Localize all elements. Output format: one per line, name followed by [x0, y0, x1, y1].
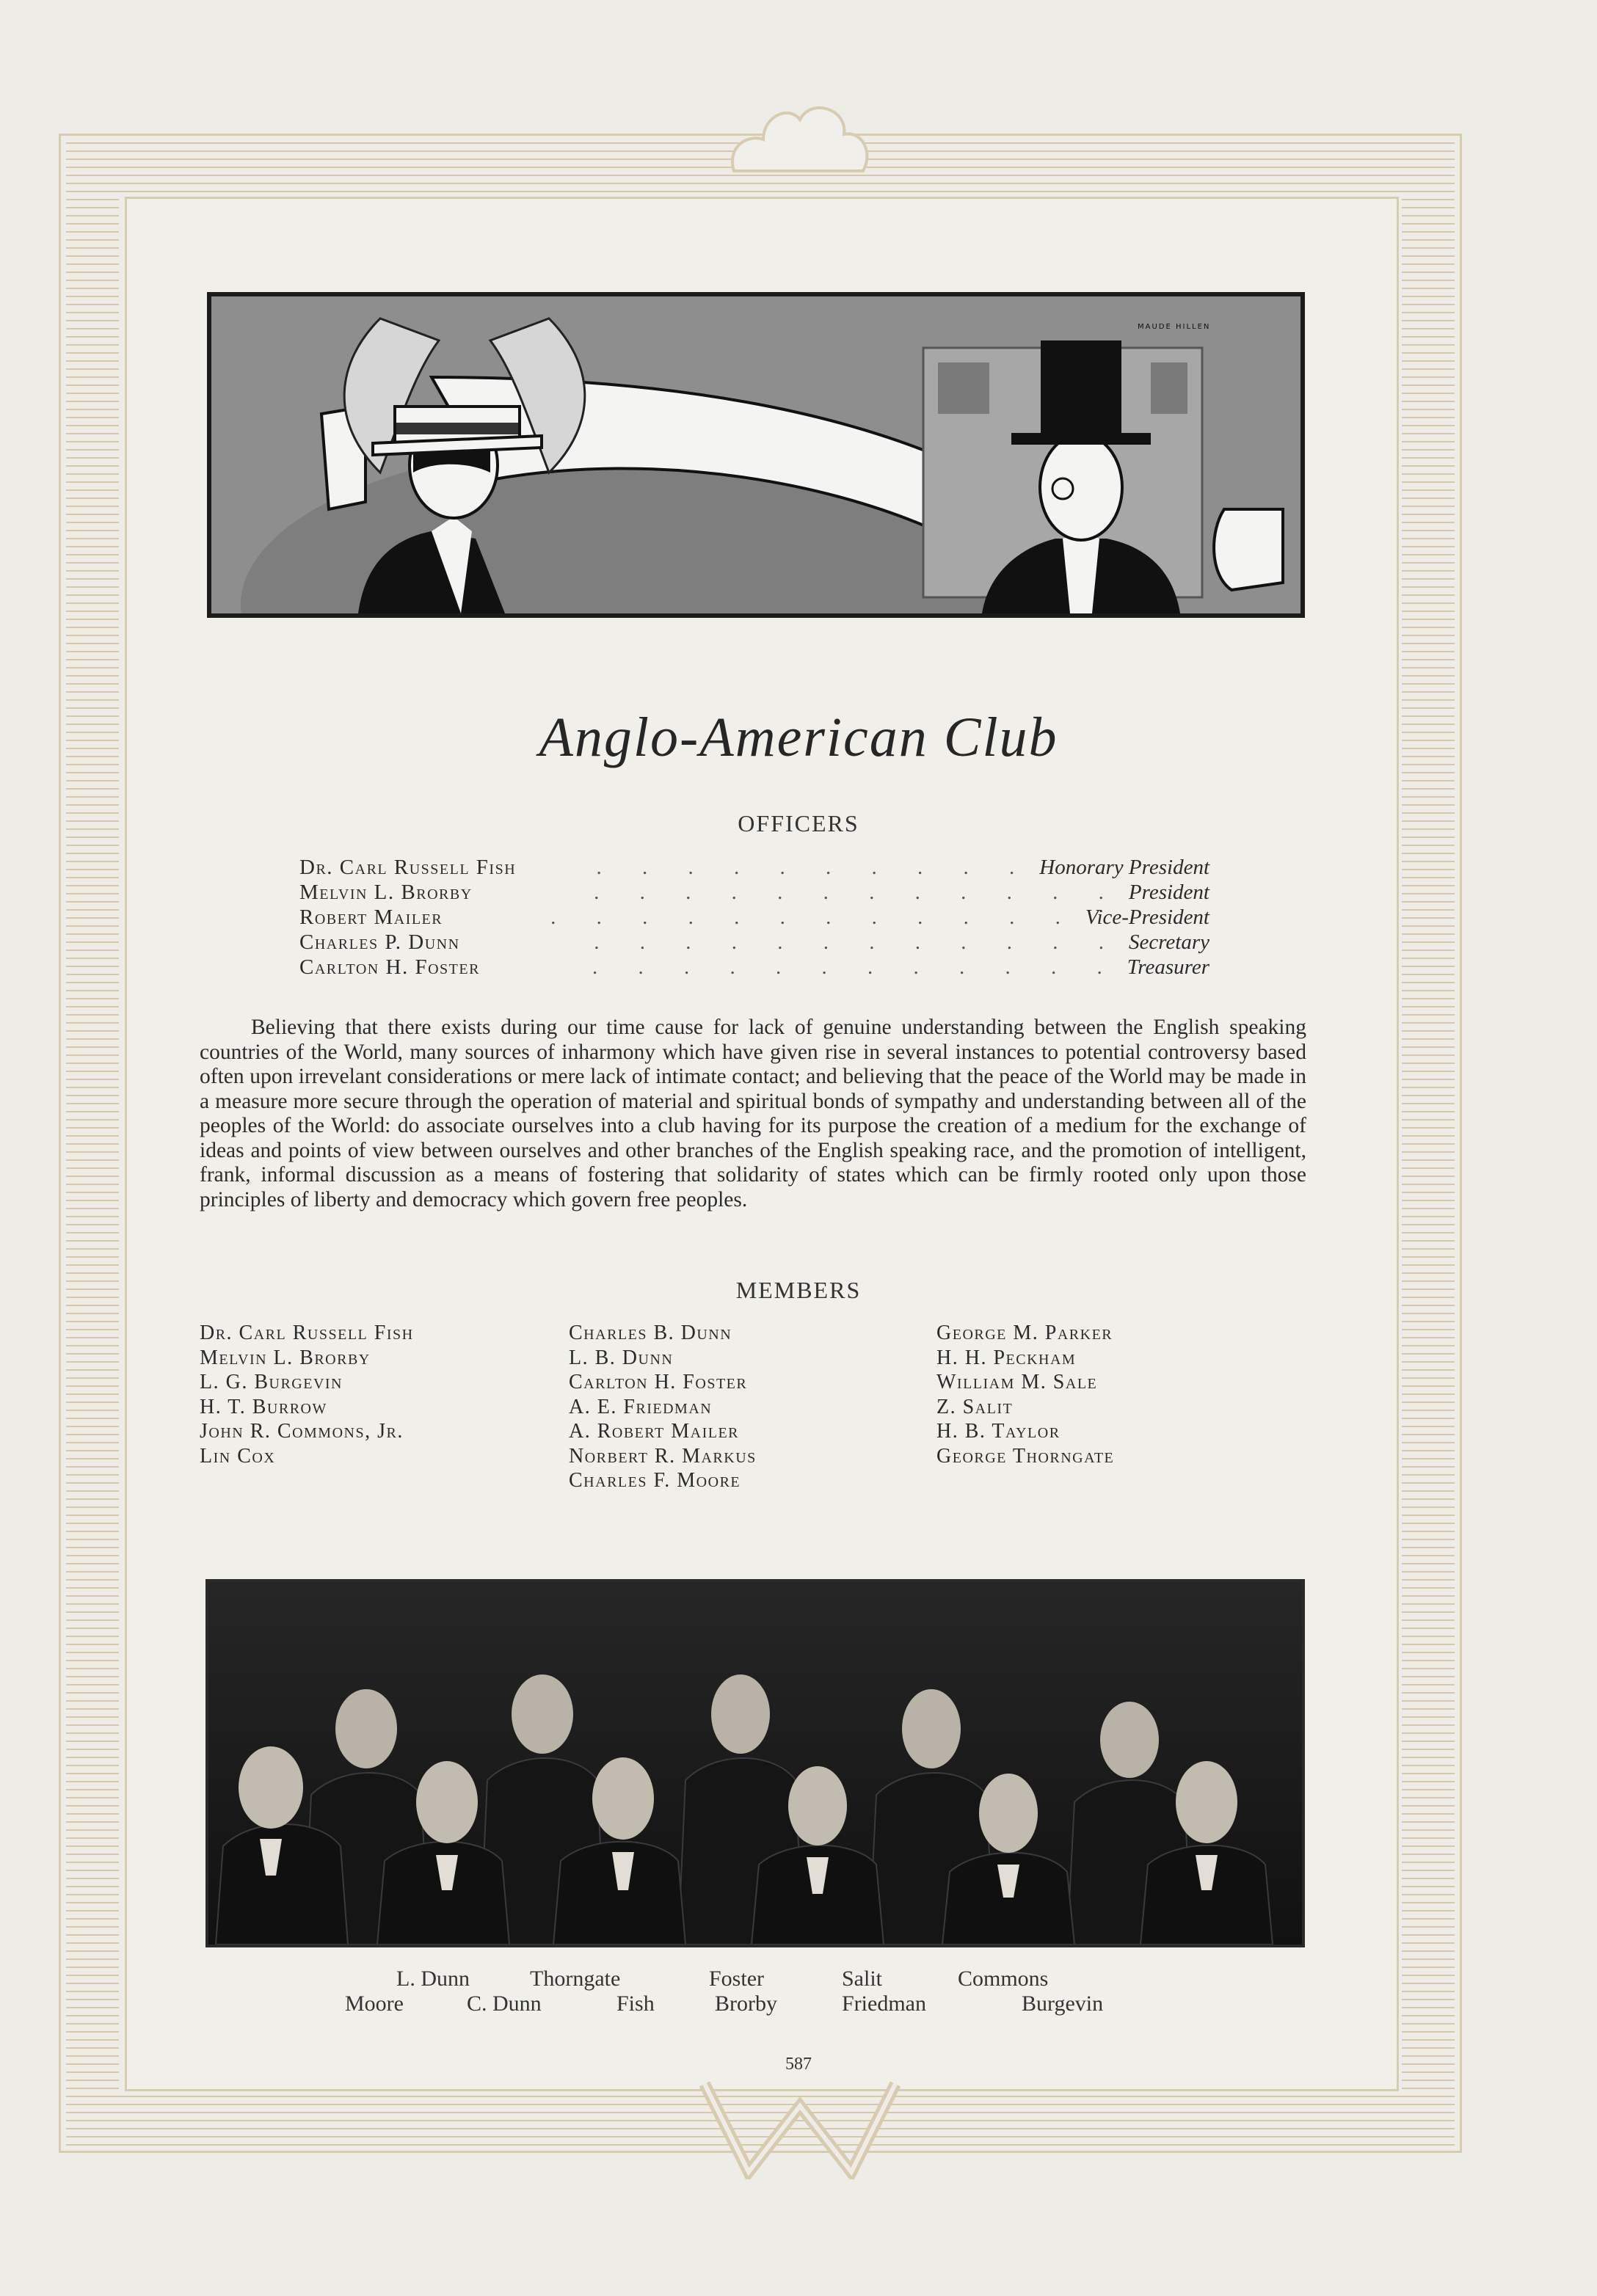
member-name: Z. Salit: [936, 1395, 1014, 1418]
officer-name: Carlton H. Foster: [299, 955, 480, 979]
officer-role: Treasurer: [1127, 955, 1209, 979]
members-column-2: [569, 1321, 921, 1493]
member-name: L. B. Dunn: [569, 1346, 674, 1369]
leader-dots: . . . . . . . . . . . .: [594, 881, 1121, 904]
member-name: L. G. Burgevin: [200, 1371, 343, 1393]
caption-name: Foster: [709, 1967, 764, 1991]
caption-name: Moore: [345, 1991, 404, 2016]
leader-dots: . . . . . . . . . . . .: [594, 930, 1121, 954]
officer-name: Charles P. Dunn: [299, 930, 460, 954]
caption-name: C. Dunn: [467, 1991, 542, 2016]
members-column-1: [200, 1321, 552, 1468]
officer-name: Melvin L. Brorby: [299, 881, 473, 904]
officer-row: [299, 905, 1209, 930]
header-illustration: [207, 292, 1305, 618]
member-name: John R. Commons, Jr.: [200, 1420, 404, 1443]
member-name: Melvin L. Brorby: [200, 1346, 371, 1369]
caption-name: Fish: [616, 1991, 655, 2016]
officer-role: Secretary: [1128, 930, 1209, 954]
member-name: Dr. Carl Russell Fish: [200, 1322, 414, 1344]
photo-caption-back-row: [0, 1967, 1597, 1993]
photo-caption-front-row: [0, 1991, 1597, 2018]
officer-row: [299, 930, 1209, 955]
officer-name: Robert Mailer: [299, 905, 443, 929]
cloud-ornament: [727, 94, 870, 175]
officer-role: President: [1128, 881, 1209, 904]
officer-role: Honorary President: [1039, 856, 1209, 879]
w-monogram-ornament: [697, 2077, 903, 2179]
officers-heading: OFFICERS: [738, 810, 859, 837]
members-heading: MEMBERS: [735, 1277, 862, 1303]
group-photograph: [205, 1579, 1305, 1947]
officer-row: [299, 856, 1209, 881]
caption-name: Commons: [958, 1967, 1049, 1991]
member-name: Norbert R. Markus: [569, 1444, 757, 1468]
caption-name: L. Dunn: [396, 1967, 470, 1991]
member-name: H. T. Burrow: [200, 1395, 327, 1418]
page-title: Anglo-American Club: [539, 707, 1058, 768]
member-name: George M. Parker: [936, 1322, 1113, 1344]
member-name: H. B. Taylor: [936, 1420, 1061, 1443]
caption-name: Salit: [842, 1967, 883, 1991]
member-name: William M. Sale: [936, 1371, 1098, 1393]
leader-dots: . . . . . . . . . . . .: [592, 955, 1120, 979]
member-name: Charles F. Moore: [569, 1469, 741, 1492]
member-name: Carlton H. Foster: [569, 1371, 748, 1393]
member-name: George Thorngate: [936, 1444, 1115, 1468]
members-column-3: [936, 1321, 1289, 1468]
officers-list: [299, 856, 1209, 980]
leader-dots: . . . . . . . . . .: [596, 856, 1033, 879]
artist-signature: MAUDE HILLEN: [1138, 323, 1211, 331]
officer-row: [299, 881, 1209, 905]
page-number: 587: [785, 2055, 812, 2074]
member-name: A. E. Friedman: [569, 1395, 713, 1418]
club-preamble: Believing that there exists during our time cause for lack of genuine understanding between the English speaking countries of the World, many sources of inharmony which have given rise in several instances to potential controversy based often upon irrevelant considerations or mere lack of intimate contact; and believing that the peace of the World may be made in a measure more secure through the operation of material and spiritual bonds of sympathy and understanding between all of the peoples of the World: do associate ourselves into a club having for its purpose the creation of a medium for the exchange of ideas and points of view between ourselves and other branches of the English speaking race, and the promotion of intelligent, frank, informal discussion as a means of fostering that solidarity of states which can be firmly rooted only upon those principles of liberty and democracy which govern free peoples.: [200, 1016, 1306, 1211]
member-name: Charles B. Dunn: [569, 1322, 732, 1344]
caption-name: Burgevin: [1022, 1991, 1104, 2016]
member-name: H. H. Peckham: [936, 1346, 1077, 1369]
caption-name: Brorby: [715, 1991, 777, 2016]
caption-name: Friedman: [842, 1991, 926, 2016]
member-name: A. Robert Mailer: [569, 1420, 740, 1443]
leader-dots: . . . . . . . . . . . .: [550, 905, 1078, 929]
officer-name: Dr. Carl Russell Fish: [299, 856, 517, 879]
officer-row: [299, 955, 1209, 980]
officer-role: Vice-President: [1085, 905, 1209, 929]
member-name: Lin Cox: [200, 1444, 276, 1468]
caption-name: Thorngate: [530, 1967, 621, 1991]
